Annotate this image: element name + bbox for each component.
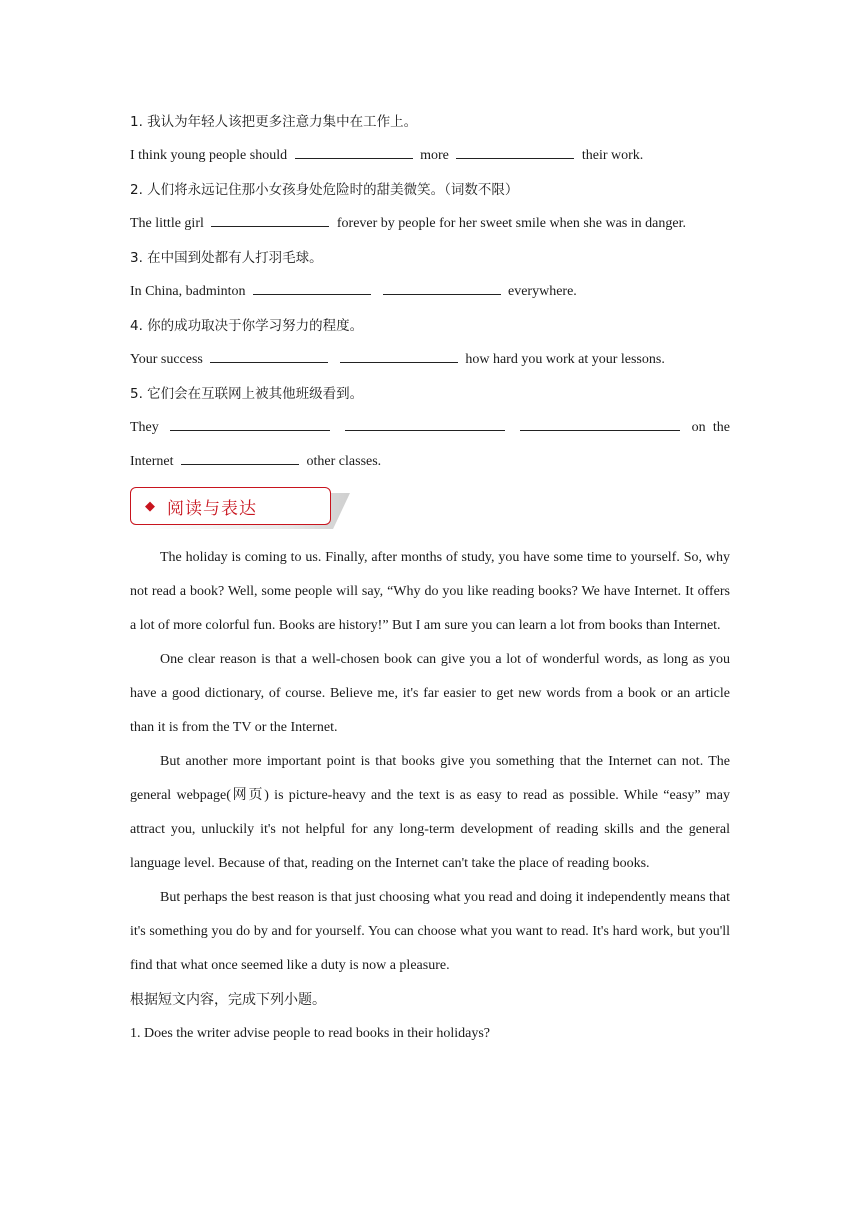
- item-3-text-b: everywhere.: [508, 284, 577, 299]
- reading-passage: [130, 541, 730, 1051]
- item-5-text-e: other classes.: [306, 454, 382, 469]
- item-3-sentence: [130, 280, 730, 314]
- item-5-prompt: 5. 它们会在互联网上被其他班级看到。: [130, 386, 364, 402]
- item-1-blank-1[interactable]: [295, 144, 413, 159]
- item-5-text-c: the: [712, 420, 730, 435]
- item-3-blank-1[interactable]: [253, 280, 371, 295]
- item-1-prompt: 1. 我认为年轻人该把更多注意力集中在工作上。: [130, 114, 418, 130]
- item-1-blank-2[interactable]: [456, 144, 574, 159]
- diamond-icon: ◆: [145, 498, 155, 514]
- item-4-text-a: Your success: [130, 352, 203, 367]
- item-3-blank-2[interactable]: [383, 280, 501, 295]
- section-banner: [130, 487, 730, 529]
- worksheet-page: [130, 110, 730, 1051]
- item-4-text-b: how hard you work at your lessons.: [465, 352, 665, 367]
- passage-paragraph-4: But perhaps the best reason is that just choosing what you read and doing it independently means that it's something you do by and for yourself. You can choose what you want to read. It's hard work, but you'll find that what once seemed like a duty is now a pleasure.: [130, 890, 730, 973]
- item-2-text-b: forever by people for her sweet smile when she was in danger.: [336, 216, 686, 231]
- instruction-text: 根据短文内容，完成下列小题。: [130, 992, 326, 1008]
- item-3-text-a: In China, badminton: [130, 284, 246, 299]
- item-4-blank-1[interactable]: [210, 348, 328, 363]
- passage-paragraph-2: One clear reason is that a well-chosen book can give you a lot of wonderful words, as long as you have a good dictionary, of course. Believe me, it's far easier to get new words from a book or an article than it is from the TV or the Internet.: [130, 652, 730, 735]
- item-2-sentence: [130, 212, 730, 246]
- item-1-text-b: more: [420, 148, 449, 163]
- item-4-prompt: 4. 你的成功取决于你学习努力的程度。: [130, 318, 364, 334]
- item-2-blank-1[interactable]: [211, 212, 329, 227]
- item-5-sentence-cont: [130, 450, 730, 484]
- item-5-blank-2[interactable]: [345, 416, 505, 431]
- item-1-text-a: I think young people should: [130, 148, 288, 163]
- item-5-blank-4[interactable]: [181, 450, 299, 465]
- item-5-blank-1[interactable]: [170, 416, 330, 431]
- item-2-text-a: The little girl: [130, 216, 204, 231]
- item-1-text-c: their work.: [581, 148, 644, 163]
- item-5-blank-3[interactable]: [520, 416, 680, 431]
- item-5-sentence: [130, 416, 730, 450]
- item-1-sentence: [130, 144, 730, 178]
- item-2-prompt: 2. 人们将永远记住那小女孩身处危险时的甜美微笑。（词数不限）: [130, 182, 519, 198]
- item-4-sentence: [130, 348, 730, 382]
- item-5-text-b: on: [691, 420, 706, 435]
- question-1: 1. Does the writer advise people to read books in their holidays?: [130, 1026, 491, 1041]
- passage-paragraph-1: The holiday is coming to us. Finally, after months of study, you have some time to yourself. So, why not read a book? Well, some people will say, “Why do you like reading books? We have Internet. It offers a lot of more colorful fun. Books are history!” But I am sure you can learn a lot from books than Internet.: [130, 550, 730, 633]
- section-title: 阅读与表达: [167, 498, 257, 519]
- item-4-blank-2[interactable]: [340, 348, 458, 363]
- passage-paragraph-3: But another more important point is that books give you something that the Internet can not. The general webpage(网页) is picture-heavy and the text is as easy to read as possible. While “easy” may attract you, unluckily it's not helpful for any long-term development of reading skills and the general language level. Because of that, reading on the Internet can't take the place of reading books.: [130, 754, 730, 871]
- item-5-text-a: They: [130, 420, 159, 435]
- item-5-text-d: Internet: [130, 454, 174, 469]
- banner-box: [130, 487, 331, 525]
- item-3-prompt: 3. 在中国到处都有人打羽毛球。: [130, 250, 323, 266]
